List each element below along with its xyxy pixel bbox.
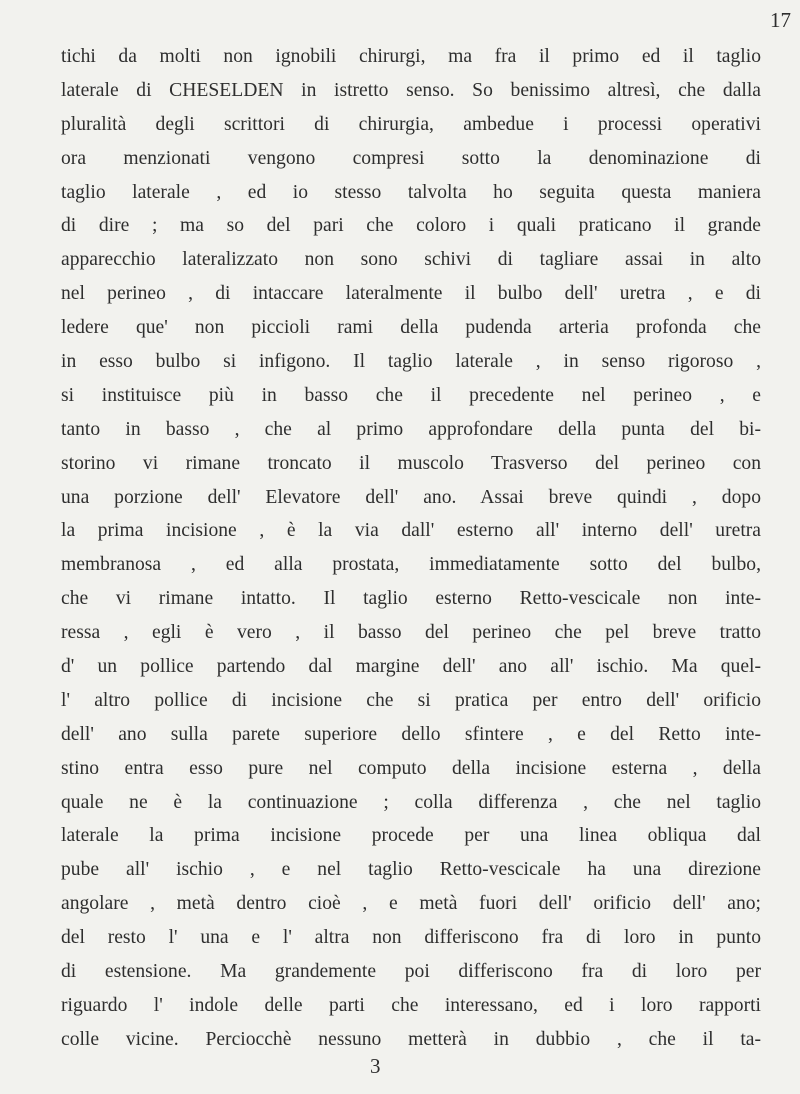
text-line: stino entra esso pure nel computo della incisione esterna , della (61, 757, 761, 779)
text-line: angolare , metà dentro cioè , e metà fuori dell' orificio dell' ano; (61, 893, 761, 915)
text-line: di dire ; ma so del pari che coloro i quali praticano il grande (61, 215, 761, 237)
text-line: ressa , egli è vero , il basso del perineo che pel breve tratto (61, 622, 761, 644)
text-line: d' un pollice partendo dal margine dell' ano all' ischio. Ma quel- (61, 656, 761, 678)
text-line: l' altro pollice di incisione che si pratica per entro dell' orificio (61, 689, 761, 711)
text-line: tichi da molti non ignobili chirurgi, ma fra il primo ed il taglio (61, 46, 761, 67)
text-line: di estensione. Ma grandemente poi differiscono fra di loro per (61, 961, 761, 983)
text-line: dell' ano sulla parete superiore dello sfintere , e del Retto inte- (61, 723, 761, 745)
signature-mark: 3 (370, 1054, 381, 1078)
text-line: la prima incisione , è la via dall' esterno all' interno dell' uretra (61, 520, 761, 542)
body-text (61, 40, 761, 1057)
text-line: taglio laterale , ed io stesso talvolta ho seguita questa maniera (61, 181, 761, 203)
text-line: una porzione dell' Elevatore dell' ano. Assai breve quindi , dopo (61, 486, 761, 508)
text-line: laterale di CHESELDEN in istretto senso. So benissimo altresì, che dalla (61, 79, 761, 101)
text-line: del resto l' una e l' altra non differiscono fra di loro in punto (61, 927, 761, 949)
text-line: tanto in basso , che al primo approfondare della punta del bi- (61, 418, 761, 440)
text-line: riguardo l' indole delle parti che interessano, ed i loro rapporti (61, 994, 761, 1016)
page-number: 17 (770, 8, 791, 32)
text-line: pube all' ischio , e nel taglio Retto-vescicale ha una direzione (61, 859, 761, 881)
text-line: in esso bulbo si infigono. Il taglio laterale , in senso rigoroso , (61, 351, 761, 373)
text-line: nel perineo , di intaccare lateralmente il bulbo dell' uretra , e di (61, 283, 761, 305)
text-line: ora menzionati vengono compresi sotto la denominazione di (61, 147, 761, 169)
text-line: laterale la prima incisione procede per una linea obliqua dal (61, 825, 761, 847)
text-line: ledere que' non piccioli rami della pudenda arteria profonda che (61, 317, 761, 339)
text-line: pluralità degli scrittori di chirurgia, ambedue i processi operativi (61, 113, 761, 135)
text-line: colle vicine. Perciocchè nessuno metterà in dubbio , che il ta- (61, 1028, 761, 1050)
text-line: che vi rimane intatto. Il taglio esterno Retto-vescicale non inte- (61, 588, 761, 610)
text-line: storino vi rimane troncato il muscolo Trasverso del perineo con (61, 452, 761, 474)
text-line: membranosa , ed alla prostata, immediatamente sotto del bulbo, (61, 554, 761, 576)
text-line: si instituisce più in basso che il precedente nel perineo , e (61, 384, 761, 406)
text-line: quale ne è la continuazione ; colla differenza , che nel taglio (61, 791, 761, 813)
text-line: apparecchio lateralizzato non sono schivi di tagliare assai in alto (61, 249, 761, 271)
